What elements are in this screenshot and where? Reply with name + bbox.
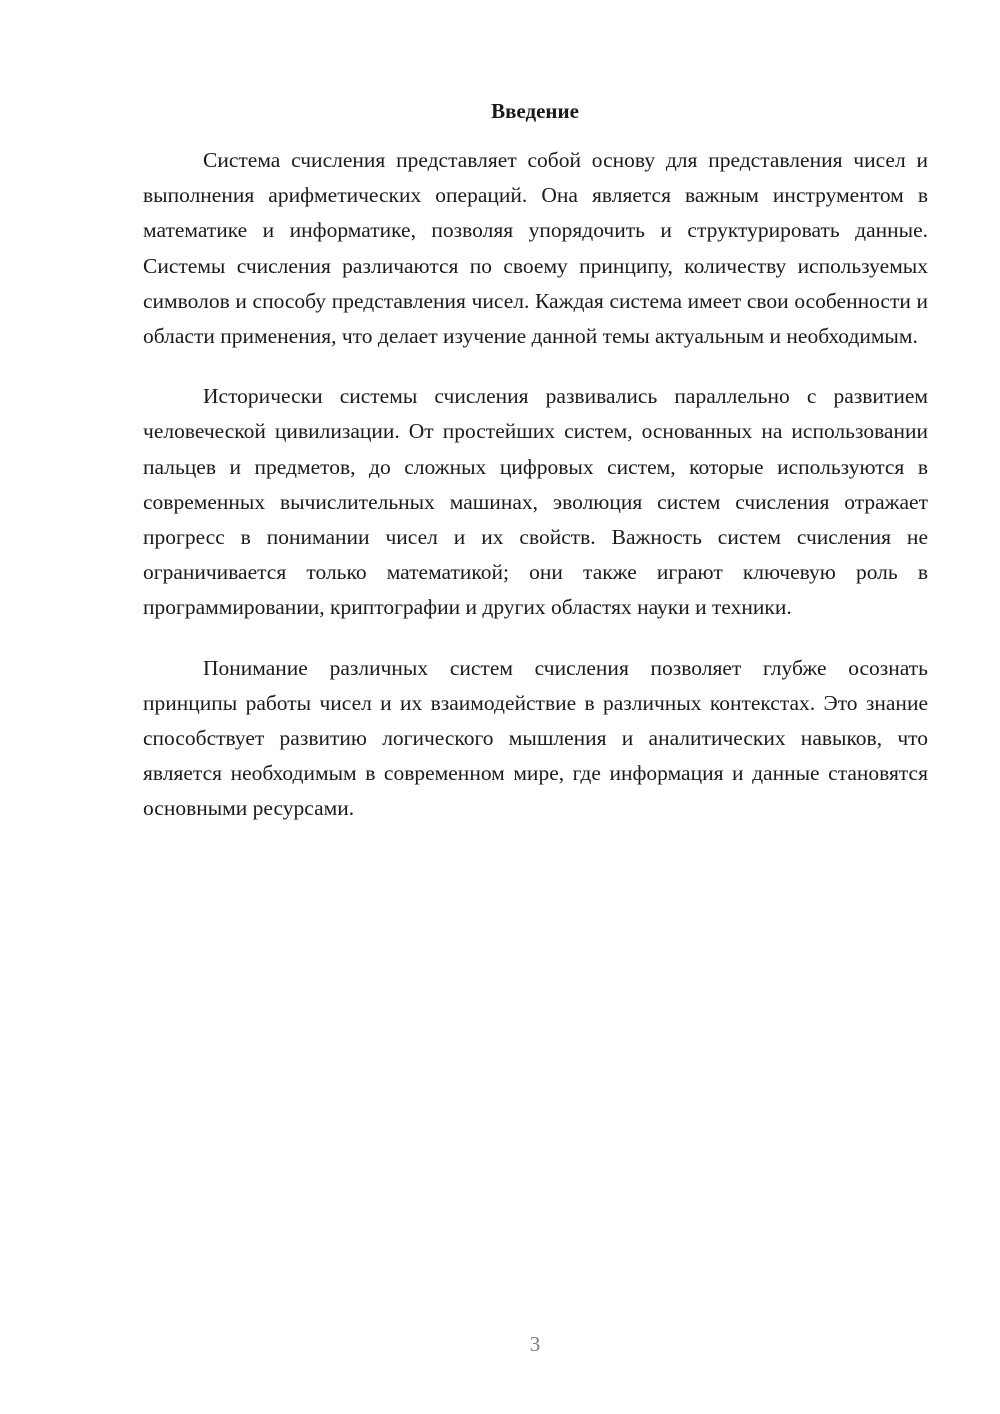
paragraph-1: Система счисления представляет собой основу для представления чисел и выполнения арифметических операций. Она является важным инструментом в математике и информатике, позволяя упорядочить и структурировать данные. Системы счисления различаются по своему принципу, количеству используемых символов и способу представления чисел. Каждая система имеет свои особенности и области применения, что делает изучение данной темы актуальным и необходимым. — [143, 148, 928, 349]
body-text — [143, 143, 928, 852]
section-heading: Введение — [491, 99, 579, 123]
paragraph-3: Понимание различных систем счисления позволяет глубже осознать принципы работы чисел и их взаимодействие в различных контекстах. Это знание способствует развитию логического мышления и аналитических навыков, что является необходимым в современном мире, где информация и данные становятся основными ресурсами. — [143, 655, 928, 821]
paragraph-2: Исторически системы счисления развивались параллельно с развитием человеческой цивилизации. От простейших систем, основанных на использовании пальцев и предметов, до сложных цифровых систем, которые используются в современных вычислительных машинах, эволюция систем счисления отражает прогресс в понимании чисел и их свойств. Важность систем счисления не ограничивается только математикой; они также играют ключевую роль в программировании, криптографии и других областях науки и техники. — [143, 384, 928, 620]
page-number: 3 — [529, 1332, 541, 1356]
